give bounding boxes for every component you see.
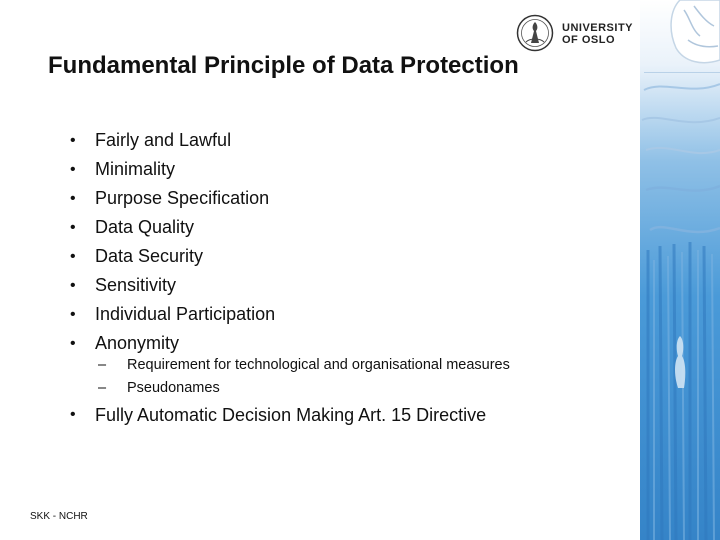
bullet-icon: • xyxy=(70,335,76,352)
list-item-text: Anonymity xyxy=(95,333,180,353)
bullet-icon: • xyxy=(70,248,76,265)
title-divider xyxy=(644,72,720,73)
bullet-icon: • xyxy=(70,277,76,294)
university-seal-icon xyxy=(516,14,554,52)
bullet-icon: • xyxy=(70,190,76,207)
bullet-icon: • xyxy=(70,161,76,178)
list-item-text: Sensitivity xyxy=(95,275,177,295)
logo-line-2: OF OSLO xyxy=(562,34,615,46)
list-item-text: Individual Participation xyxy=(95,304,276,324)
dash-icon: – xyxy=(98,380,107,396)
university-logo xyxy=(516,14,636,54)
bullet-icon: • xyxy=(70,406,76,423)
dash-icon: – xyxy=(98,357,107,373)
list-item-text: Fairly and Lawful xyxy=(95,130,232,150)
university-name xyxy=(562,22,633,46)
sub-list-item-text: Pseudonames xyxy=(127,380,220,396)
slide-title: Fundamental Principle of Data Protection xyxy=(48,52,519,79)
list-item-text: Minimality xyxy=(95,159,176,179)
list-item-text: Data Quality xyxy=(95,217,195,237)
bullet-icon: • xyxy=(70,132,76,149)
list-item-text: Purpose Specification xyxy=(95,188,270,208)
final-list-item-text: Fully Automatic Decision Making Art. 15 Directive xyxy=(95,405,487,425)
decorative-sculpture-band xyxy=(640,0,720,540)
list-item-text: Data Security xyxy=(95,246,204,266)
bullet-icon: • xyxy=(70,219,76,236)
logo-line-1: UNIVERSITY xyxy=(562,22,634,34)
bullet-icon: • xyxy=(70,306,76,323)
sub-list-item-text: Requirement for technological and organisational measures xyxy=(127,357,510,373)
sculpture-illustration xyxy=(640,0,720,540)
footer-label: SKK - NCHR xyxy=(30,511,88,522)
